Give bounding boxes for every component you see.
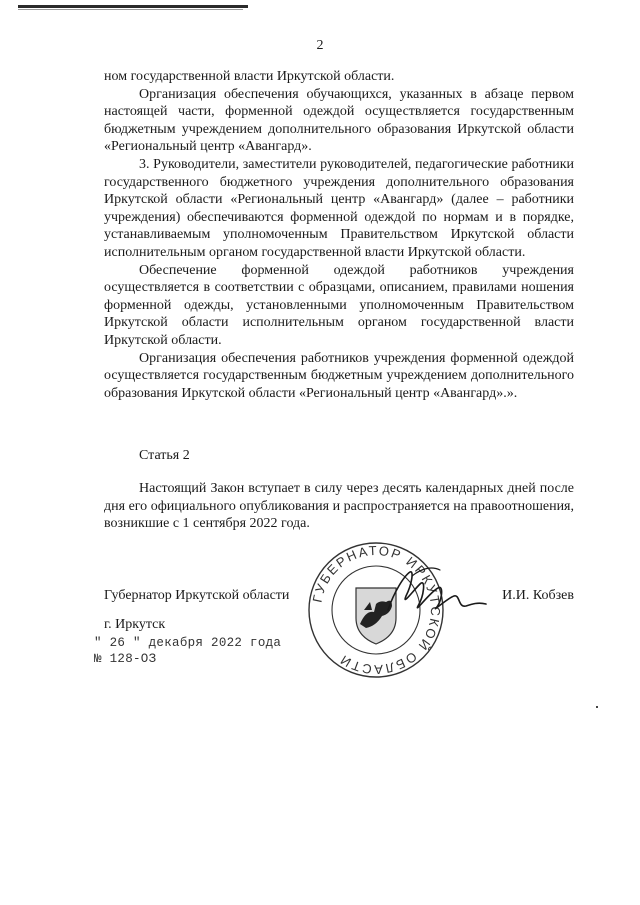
paragraph-entry-into-force: Настоящий Закон вступает в силу через десять календарных дней после дня его официального опубликования и распространяется на правоотношения, возникшие с 1 сентября 2022 года. <box>104 481 574 532</box>
paragraph-continuation: ном государственной власти Иркутской области. <box>104 69 395 84</box>
top-rule <box>18 5 248 8</box>
article-body <box>104 480 574 533</box>
top-rule-shadow <box>18 9 243 10</box>
seal-text: ГУБЕРНАТОР ИРКУТСКОЙ ОБЛАСТИ <box>309 542 444 678</box>
law-number: № 128-ОЗ <box>94 652 157 666</box>
signatory-title: Губернатор Иркутской области <box>104 588 290 603</box>
place-of-signing: г. Иркутск <box>104 617 166 632</box>
body-text <box>104 68 574 402</box>
paragraph-uniform-provision: Организация обеспечения работников учреждения форменной одеждой осуществляется государственным бюджетным учреждением дополнительного образования Иркутской области «Региональный центр «Авангард».». <box>104 350 574 401</box>
date-line: " 26 " декабря 2022 года <box>94 636 282 650</box>
paragraph-uniform-standards: Обеспечение форменной одеждой работников учреждения осуществляется в соответствии с образцами, описанием, правилами ношения форменной одежды, установленными уполномоченным Правительством Иркутской области исполнительным органом государственной власти Иркутской области. <box>104 262 574 348</box>
paragraph-students-uniform: Организация обеспечения обучающихся, указанных в абзаце первом настоящей части, форменной одеждой осуществляется государственным бюджетным учреждением дополнительного образования Иркутской области «Региональный центр «Авангард». <box>104 86 574 155</box>
page-number: 2 <box>316 38 324 53</box>
scan-speck <box>596 706 598 708</box>
signatory-name: И.И. Кобзев <box>502 588 574 603</box>
handwritten-signature <box>382 562 492 622</box>
paragraph-part-3: 3. Руководители, заместители руководителей, педагогические работники государственного бюджетного учреждения дополнительного образования Иркутской области «Региональный центр «Авангард» (далее – работники учреждения) обеспечиваются форменной одеждой по нормам и в порядке, устанавливаемым уполномоченным Правительством Иркутской области исполнительным органом государственной власти Иркутской области. <box>104 156 574 260</box>
article-heading: Статья 2 <box>139 448 190 463</box>
